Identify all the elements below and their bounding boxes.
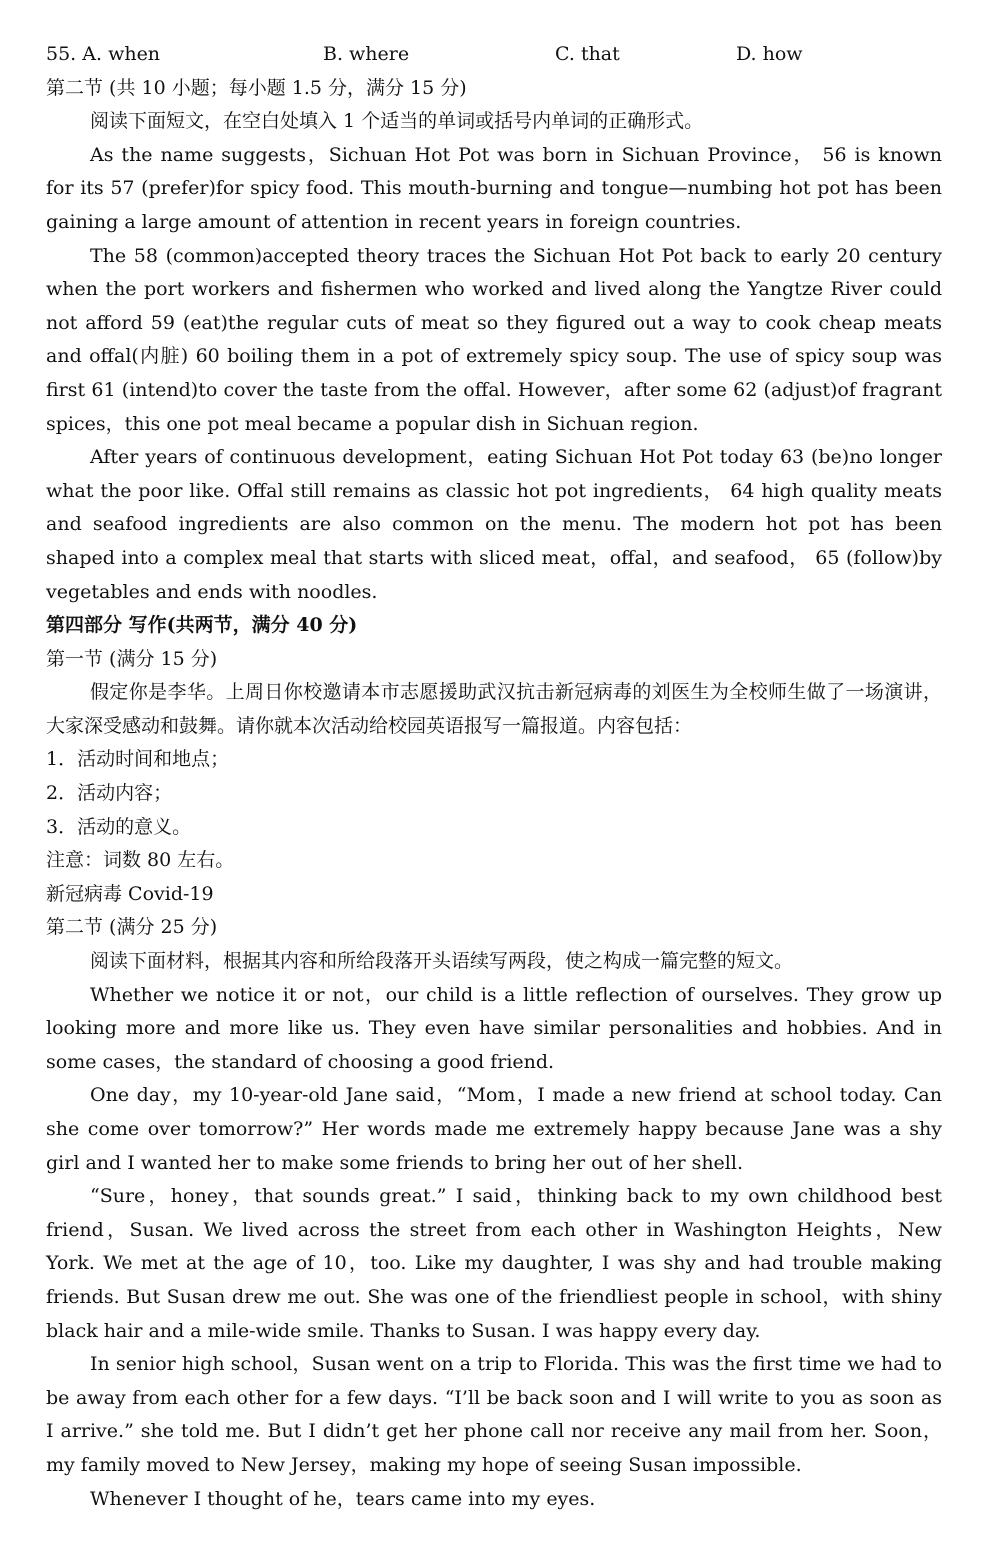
passage-paragraph-1: As the name suggests，Sichuan Hot Pot was born in Sichuan Province， 56 is known for its 57 (prefer)for spicy food. This mouth-burning and tongue—numbing hot pot has been gaining a large amount of attention in recent years in foreign countries. bbox=[46, 143, 942, 233]
story-paragraph-3: “Sure，honey，that sounds great.” I said，thinking back to my own childhood best friend，Susan. We lived across the street from each other in Washington Heights，New York. We met at the age of 10，too. Like my daughter, I was shy and had trouble making friends. But Susan drew me out. She was one of the friendliest people in school，with shiny black hair and a mile-wide smile. Thanks to Susan. I was happy every day. bbox=[46, 1185, 942, 1342]
writing-section-1-prompt: 假定你是李华。上周日你校邀请本市志愿援助武汉抗击新冠病毒的刘医生为全校师生做了一场演讲，大家深受感动和鼓舞。请你就本次活动给校园英语报写一篇报道。内容包括： bbox=[46, 681, 942, 737]
section-2-title: 第二节 (共 10 小题；每小题 1.5 分，满分 15 分) bbox=[46, 76, 467, 99]
q55-option-a: 55. A. when bbox=[46, 43, 161, 65]
writing-section-2-title: 第二节 (满分 25 分) bbox=[46, 916, 218, 939]
writing-section-2-instruction: 阅读下面材料，根据其内容和所给段落开头语续写两段，使之构成一篇完整的短文。 bbox=[90, 950, 794, 973]
word-count-note: 注意：词数 80 左右。 bbox=[46, 849, 235, 872]
q55-option-b: B. where bbox=[323, 43, 410, 65]
requirement-item-1: 1．活动时间和地点； bbox=[46, 748, 230, 771]
story-paragraph-4: In senior high school，Susan went on a trip to Florida. This was the first time we had to be away from each other for a few days. “I’ll be back soon and I will write to you as soon as I arrive.” she told me. But I didn’t get her phone call nor receive any mail from her. Soon，my family moved to New Jersey，making my hope of seeing Susan impossible. bbox=[46, 1353, 942, 1476]
story-paragraph-2: One day，my 10-year-old Jane said，“Mom，I made a new friend at school today. Can she come over tomorrow?” Her words made me extremely happy because Jane was a shy girl and I wanted her to make some friends to bring her out of her shell. bbox=[46, 1084, 942, 1174]
requirement-item-3: 3．活动的意义。 bbox=[46, 815, 192, 838]
part-4-title: 第四部分 写作(共两节，满分 40 分) bbox=[46, 614, 358, 637]
question-55 bbox=[46, 38, 942, 72]
q55-option-c: C. that bbox=[555, 43, 620, 65]
passage-paragraph-2: The 58 (common)accepted theory traces the Sichuan Hot Pot back to early 20 century when the port workers and fishermen who worked and lived along the Yangtze River could not afford 59 (eat)the regular cuts of meat so they figured out a way to cook cheap meats and offal(内脏) 60 boiling them in a pot of extremely spicy soup. The use of spicy soup was first 61 (intend)to cover the taste from the offal. However，after some 62 (adjust)of fragrant spices，this one pot meal became a popular dish in Sichuan region. bbox=[46, 244, 942, 435]
requirement-item-2: 2．活动内容； bbox=[46, 782, 173, 805]
section-2-instruction: 阅读下面短文，在空白处填入 1 个适当的单词或括号内单词的正确形式。 bbox=[90, 110, 704, 133]
passage-paragraph-3: After years of continuous development，eating Sichuan Hot Pot today 63 (be)no longer what the poor like. Offal still remains as classic hot pot ingredients， 64 high quality meats and seafood ingredients are also common on the menu. The modern hot pot has been shaped into a complex meal that starts with sliced meat，offal，and seafood， 65 (follow)by vegetables and ends with noodles. bbox=[46, 446, 942, 603]
story-paragraph-5: Whenever I thought of he，tears came into my eyes. bbox=[90, 1487, 596, 1510]
vocabulary-hint: 新冠病毒 Covid-19 bbox=[46, 882, 214, 905]
q55-option-d: D. how bbox=[736, 43, 803, 65]
writing-section-1-title: 第一节 (满分 15 分) bbox=[46, 647, 218, 670]
story-paragraph-1: Whether we notice it or not，our child is a little reflection of ourselves. They grow up looking more and more like us. They even have similar personalities and hobbies. And in some cases，the standard of choosing a good friend. bbox=[46, 983, 942, 1073]
